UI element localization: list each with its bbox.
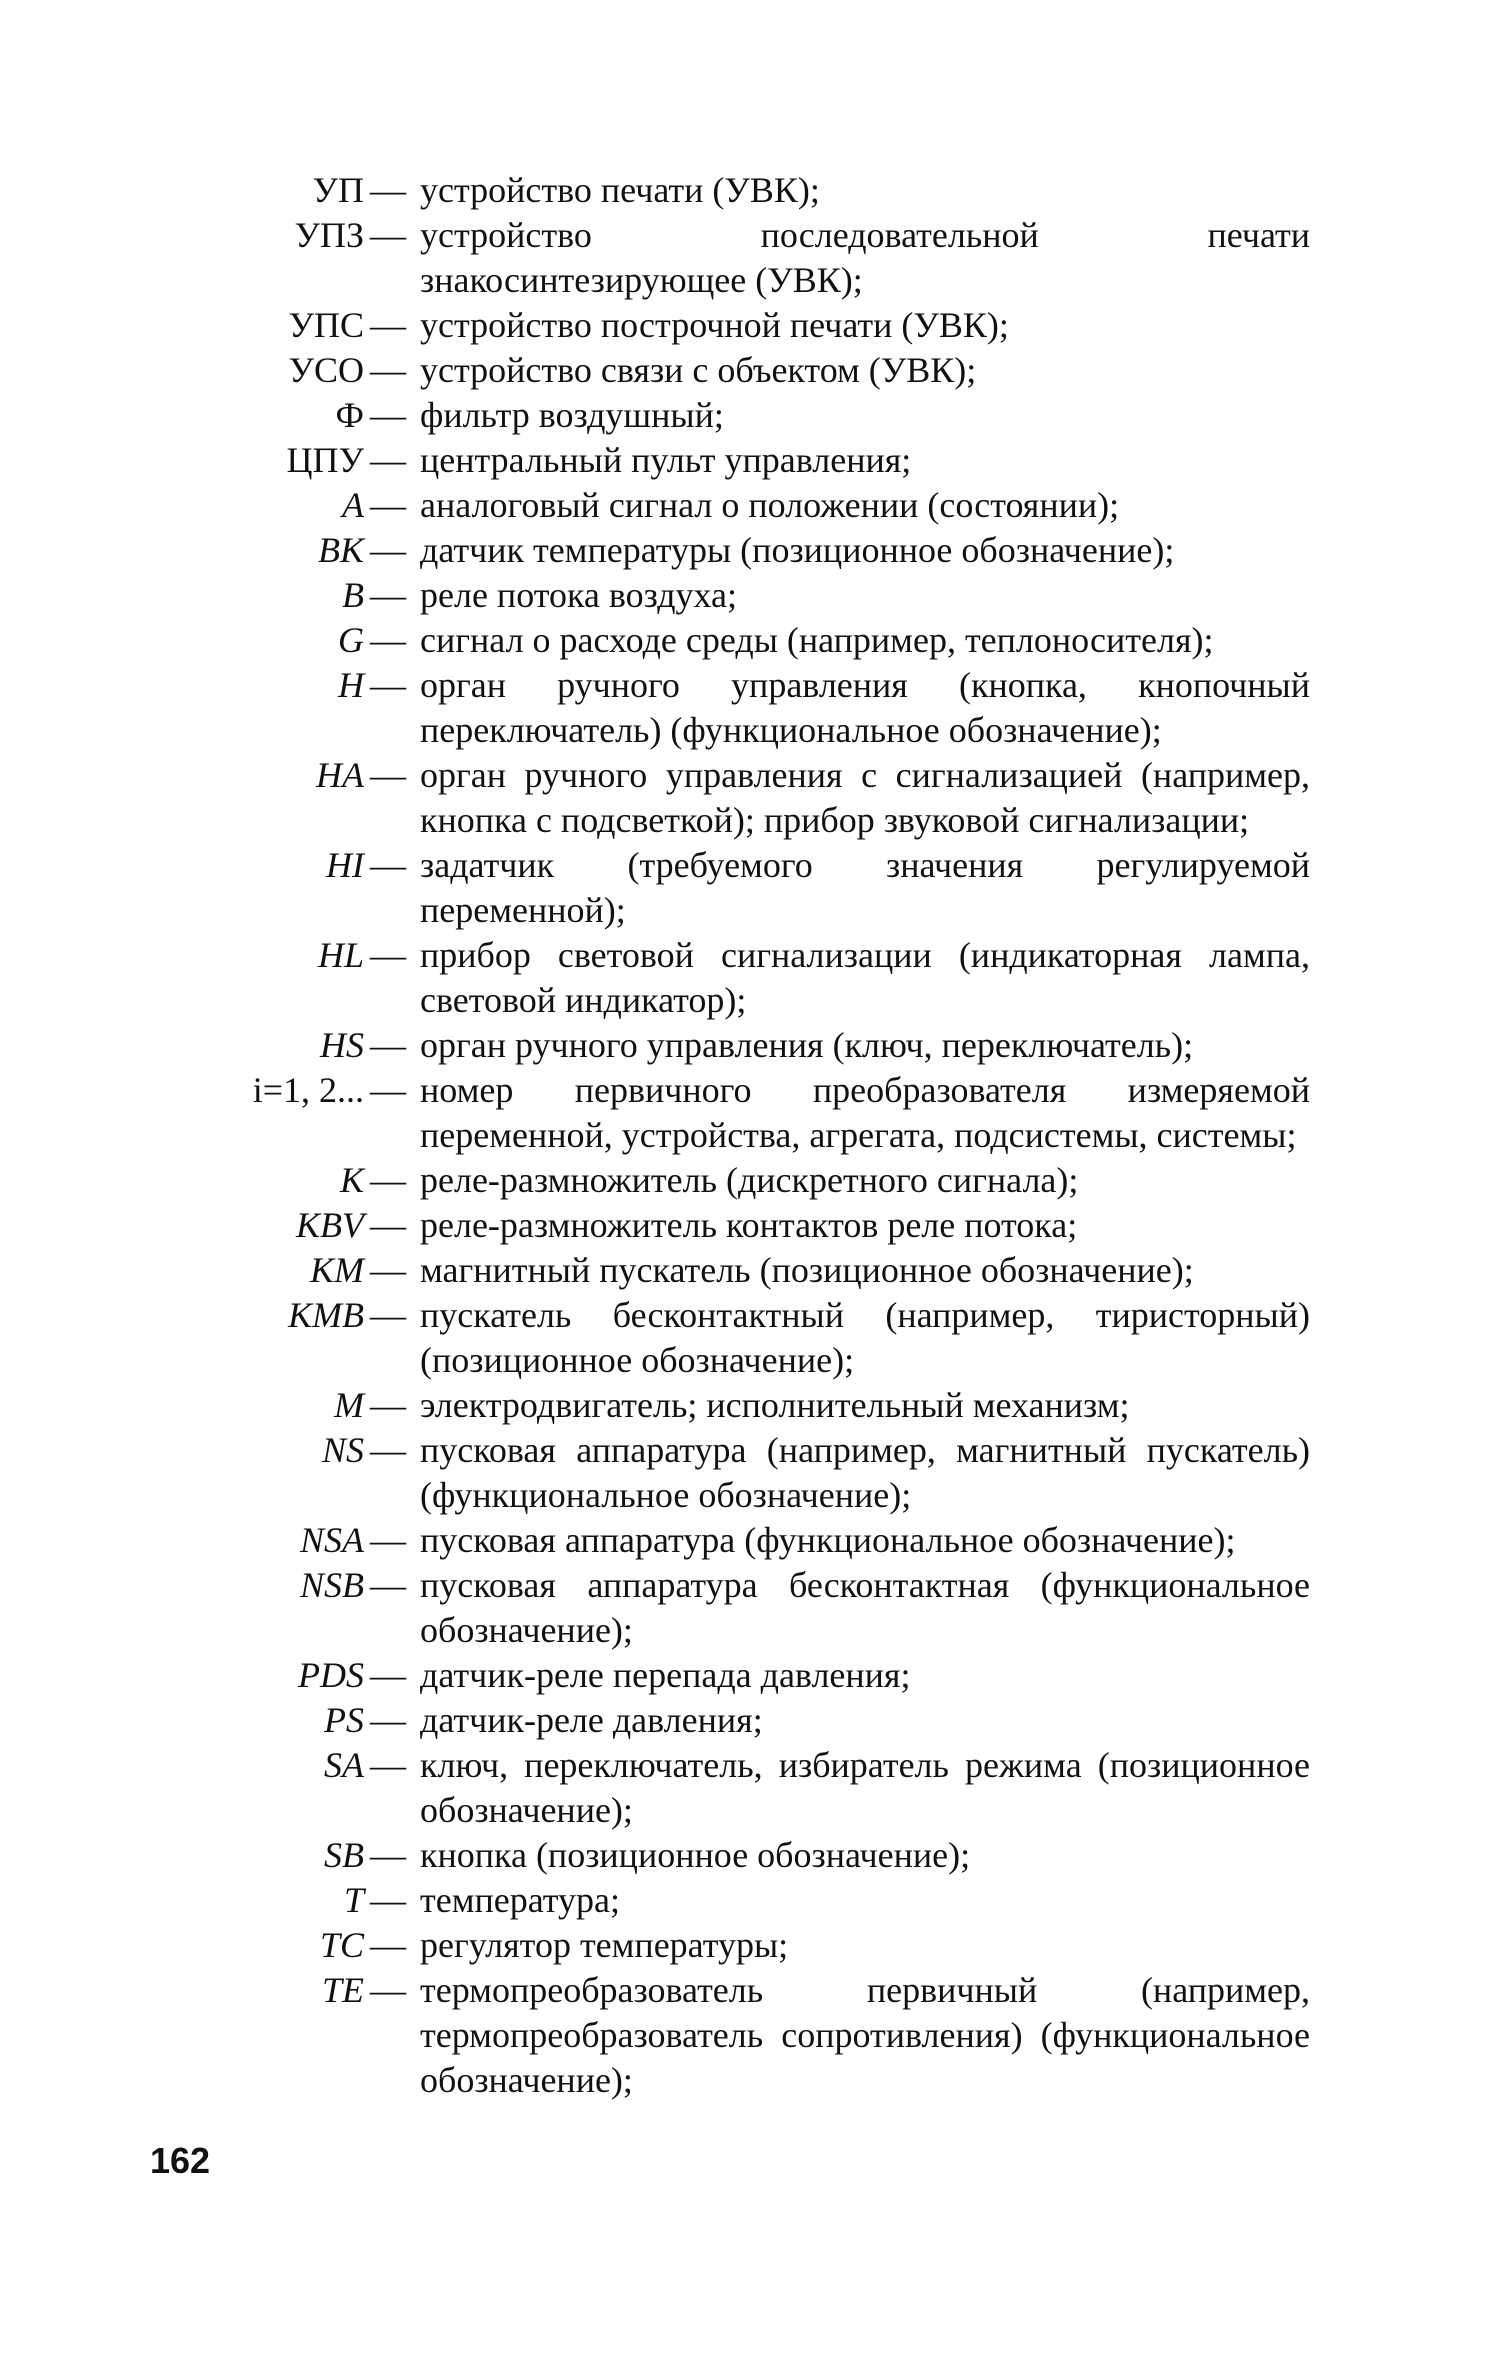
abbreviation-term: T: [343, 1880, 364, 1920]
abbreviation-definition: реле-размножитель (дискретного сигнала);: [420, 1160, 1079, 1200]
abbreviation-term: KMB: [288, 1295, 364, 1335]
abbreviation-definition: реле потока воздуха;: [420, 575, 738, 615]
em-dash: —: [370, 575, 406, 615]
abbreviation-entry: [0, 1428, 1500, 1518]
em-dash: —: [370, 1250, 406, 1290]
abbreviation-term: B: [342, 575, 364, 615]
abbreviation-term: УПС: [288, 305, 364, 345]
em-dash: —: [370, 1025, 406, 1065]
abbreviation-entry: [0, 303, 1500, 348]
abbreviation-definition: пусковая аппаратура (функциональное обозначение);: [420, 1520, 1236, 1560]
abbreviation-definition: устройство печати (УВК);: [420, 170, 820, 210]
abbreviation-definition: устройство последовательной печати знакосинтезирующее (УВК);: [420, 215, 1310, 300]
em-dash: —: [370, 1070, 406, 1110]
em-dash: —: [370, 170, 406, 210]
abbreviation-term: TE: [321, 1970, 364, 2010]
abbreviation-entry: [0, 348, 1500, 393]
abbreviation-entry: [0, 1968, 1500, 2103]
abbreviation-entry: [0, 1248, 1500, 1293]
em-dash: —: [370, 935, 406, 975]
abbreviation-definition: температура;: [420, 1880, 621, 1920]
abbreviation-entry: [0, 573, 1500, 618]
abbreviation-definition: номер первичного преобразователя измеряемой переменной, устройства, агрегата, подсистемы, системы;: [420, 1070, 1310, 1155]
abbreviation-term: NS: [321, 1430, 364, 1470]
abbreviation-definition: сигнал о расходе среды (например, теплоносителя);: [420, 620, 1214, 660]
page-number: 162: [150, 2140, 211, 2181]
abbreviation-term: G: [338, 620, 364, 660]
abbreviation-definition: пускатель бесконтактный (например, тиристорный) (позиционное обозначение);: [420, 1295, 1310, 1380]
abbreviation-term: SB: [324, 1835, 364, 1875]
abbreviation-term: PDS: [298, 1655, 364, 1695]
abbreviation-entry: [0, 663, 1500, 753]
em-dash: —: [370, 1970, 406, 2010]
abbreviation-term: KM: [310, 1250, 364, 1290]
abbreviation-definition: прибор световой сигнализации (индикаторная лампа, световой индикатор);: [420, 935, 1310, 1020]
abbreviation-term: H: [338, 665, 364, 705]
abbreviation-definition: фильтр воздушный;: [420, 395, 724, 435]
em-dash: —: [370, 1835, 406, 1875]
em-dash: —: [370, 440, 406, 480]
em-dash: —: [370, 1385, 406, 1425]
em-dash: —: [370, 620, 406, 660]
abbreviation-entry: [0, 618, 1500, 663]
em-dash: —: [370, 1655, 406, 1695]
em-dash: —: [370, 665, 406, 705]
em-dash: —: [370, 530, 406, 570]
abbreviation-definition: центральный пульт управления;: [420, 440, 912, 480]
abbreviation-definition: устройство построчной печати (УВК);: [420, 305, 1009, 345]
abbreviation-entry: [0, 1833, 1500, 1878]
abbreviation-term: HS: [320, 1025, 364, 1065]
abbreviation-term: i=1, 2...: [252, 1070, 364, 1110]
em-dash: —: [370, 215, 406, 255]
em-dash: —: [370, 485, 406, 525]
em-dash: —: [370, 845, 406, 885]
abbreviation-definition: орган ручного управления (ключ, переключатель);: [420, 1025, 1194, 1065]
em-dash: —: [370, 1700, 406, 1740]
abbreviation-term: NSA: [299, 1520, 364, 1560]
abbreviation-entry: [0, 393, 1500, 438]
em-dash: —: [370, 1745, 406, 1785]
em-dash: —: [370, 1295, 406, 1335]
abbreviation-entry: [0, 1023, 1500, 1068]
abbreviation-definition: устройство связи с объектом (УВК);: [420, 350, 977, 390]
abbreviation-entry: [0, 213, 1500, 303]
abbreviation-definition: датчик-реле перепада давления;: [420, 1655, 911, 1695]
em-dash: —: [370, 350, 406, 390]
abbreviation-term: ЦПУ: [286, 440, 364, 480]
abbreviation-entry: [0, 528, 1500, 573]
abbreviation-entry: [0, 1203, 1500, 1248]
abbreviation-entry: [0, 843, 1500, 933]
em-dash: —: [370, 1520, 406, 1560]
em-dash: —: [370, 1880, 406, 1920]
abbreviation-term: УПЗ: [294, 215, 364, 255]
abbreviation-definition: реле-размножитель контактов реле потока;: [420, 1205, 1078, 1245]
abbreviation-term: HA: [316, 755, 364, 795]
abbreviation-definition: термопреобразователь первичный (например, термопреобразователь сопротивления) (функциональное обозначение);: [420, 1970, 1310, 2100]
abbreviation-entry: [0, 1698, 1500, 1743]
abbreviation-definition: орган ручного управления (кнопка, кнопочный переключатель) (функциональное обозначение);: [420, 665, 1310, 750]
abbreviation-definition: пусковая аппаратура бесконтактная (функциональное обозначение);: [420, 1565, 1310, 1650]
abbreviation-definition: задатчик (требуемого значения регулируемой переменной);: [420, 845, 1310, 930]
abbreviation-term: M: [334, 1385, 364, 1425]
abbreviation-term: HI: [326, 845, 364, 885]
abbreviation-term: NSB: [299, 1565, 364, 1605]
abbreviation-entry: [0, 933, 1500, 1023]
abbreviation-list: [0, 168, 1500, 2103]
em-dash: —: [370, 395, 406, 435]
abbreviation-definition: орган ручного управления с сигнализацией (например, кнопка с подсветкой); прибор звуковой сигнализации;: [420, 755, 1310, 840]
abbreviation-term: TC: [319, 1925, 364, 1965]
abbreviation-entry: [0, 1923, 1500, 1968]
em-dash: —: [370, 1430, 406, 1470]
em-dash: —: [370, 1925, 406, 1965]
abbreviation-entry: [0, 753, 1500, 843]
abbreviation-term: УСО: [288, 350, 364, 390]
abbreviation-entry: [0, 168, 1500, 213]
abbreviation-definition: датчик температуры (позиционное обозначение);: [420, 530, 1175, 570]
abbreviation-definition: аналоговый сигнал о положении (состоянии);: [420, 485, 1120, 525]
abbreviation-definition: ключ, переключатель, избиратель режима (позиционное обозначение);: [420, 1745, 1310, 1830]
abbreviation-entry: [0, 1158, 1500, 1203]
abbreviation-definition: пусковая аппаратура (например, магнитный пускатель) (функциональное обозначение);: [420, 1430, 1310, 1515]
abbreviation-entry: [0, 1068, 1500, 1158]
em-dash: —: [370, 1565, 406, 1605]
abbreviation-definition: магнитный пускатель (позиционное обозначение);: [420, 1250, 1194, 1290]
abbreviation-entry: [0, 438, 1500, 483]
abbreviation-term: KBV: [296, 1205, 364, 1245]
em-dash: —: [370, 1205, 406, 1245]
abbreviation-term: HL: [317, 935, 364, 975]
abbreviation-definition: кнопка (позиционное обозначение);: [420, 1835, 971, 1875]
abbreviation-definition: регулятор температуры;: [420, 1925, 789, 1965]
em-dash: —: [370, 1160, 406, 1200]
abbreviation-definition: электродвигатель; исполнительный механизм;: [420, 1385, 1130, 1425]
abbreviation-entry: [0, 1383, 1500, 1428]
abbreviation-entry: [0, 1518, 1500, 1563]
abbreviation-term: K: [339, 1160, 364, 1200]
abbreviation-entry: [0, 483, 1500, 528]
abbreviation-definition: датчик-реле давления;: [420, 1700, 763, 1740]
em-dash: —: [370, 305, 406, 345]
abbreviation-term: SA: [324, 1745, 364, 1785]
abbreviation-term: BK: [317, 530, 364, 570]
abbreviation-term: УП: [312, 170, 364, 210]
abbreviation-term: A: [342, 485, 364, 525]
abbreviation-term: PS: [324, 1700, 364, 1740]
abbreviation-entry: [0, 1878, 1500, 1923]
abbreviation-entry: [0, 1653, 1500, 1698]
abbreviation-entry: [0, 1743, 1500, 1833]
em-dash: —: [370, 755, 406, 795]
abbreviation-entry: [0, 1293, 1500, 1383]
abbreviation-entry: [0, 1563, 1500, 1653]
abbreviation-term: Ф: [335, 395, 364, 435]
